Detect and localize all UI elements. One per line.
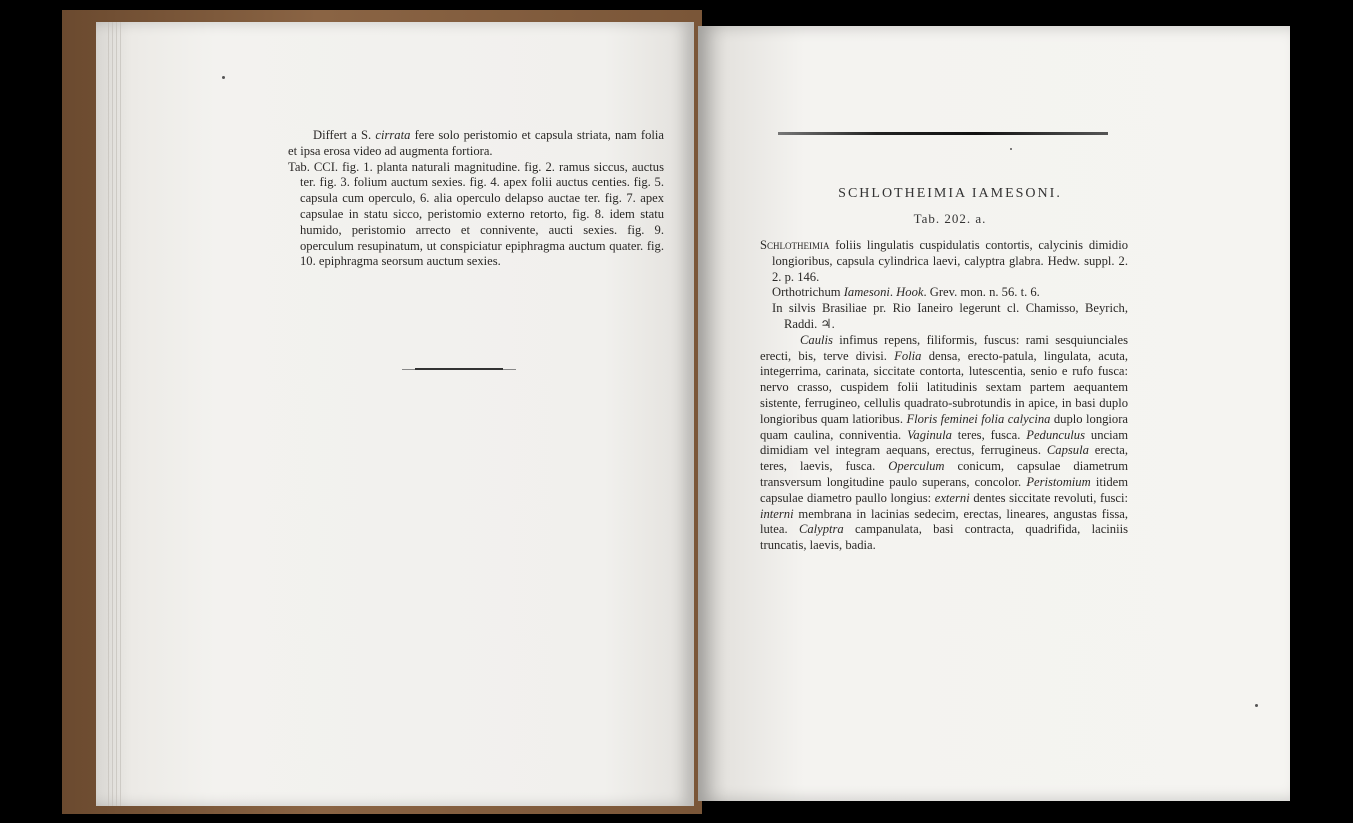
left-divider-rule bbox=[415, 368, 503, 370]
left-page-text bbox=[288, 128, 664, 270]
text-run: . bbox=[889, 285, 897, 300]
text-run: conicum, capsulae diametrum transversum longitudine paulo superans, concolor. bbox=[760, 459, 1128, 489]
term: Peristomium bbox=[1026, 474, 1091, 489]
text-run: duplo longiora quam caulina, conniventia. bbox=[760, 411, 1128, 442]
synonym-paragraph bbox=[760, 285, 1128, 301]
paper-speck bbox=[222, 76, 225, 79]
species-name: cirrata bbox=[375, 128, 411, 142]
text-run: Differt a S. bbox=[313, 128, 376, 142]
page-edge-stack bbox=[108, 22, 122, 806]
diagnosis-paragraph bbox=[760, 238, 1128, 285]
text-run: teres, fusca. bbox=[951, 427, 1027, 442]
term: Calyptra bbox=[798, 522, 844, 537]
text-run: campanulata, basi contracta, quadrifida, laciniis truncatis, laevis, badia. bbox=[760, 522, 1128, 553]
text-run: membrana in lacinias sedecim, erectas, lineares, angustas fissa, lutea. bbox=[760, 506, 1128, 537]
plate-number: Tab. 202. a. bbox=[913, 211, 987, 226]
habitat-paragraph: In silvis Brasiliae pr. Rio Ianeiro legerunt cl. Chamisso, Beyrich, Raddi. ♃. bbox=[772, 301, 1128, 331]
text-run: erecta, teres, laevis, fusca. bbox=[760, 443, 1128, 474]
right-header-rule bbox=[778, 132, 1108, 135]
right-page-text bbox=[760, 238, 1128, 554]
text-run: dentes siccitate revoluti, fusci: bbox=[969, 490, 1128, 505]
term: interni bbox=[760, 506, 794, 521]
paper-speck bbox=[1255, 704, 1258, 707]
term: Capsula bbox=[1046, 443, 1089, 458]
term: Vaginula bbox=[907, 427, 952, 442]
left-paragraph-differt bbox=[288, 128, 664, 160]
text-run: Orthotrichum bbox=[772, 285, 844, 300]
description-paragraph bbox=[760, 333, 1128, 554]
term: Folia bbox=[894, 348, 922, 363]
text-run: itidem capsulae diametro paullo longius: bbox=[760, 474, 1129, 505]
synonym-epithet: Iamesoni bbox=[843, 285, 890, 300]
term: Caulis bbox=[800, 332, 833, 347]
text-run: densa, erecto-patula, lingulata, acuta, integerrima, carinata, siccitate contorta, lutescentia, senio e rufo fusca: nervo crasso, cuspidem folii latitudinis sextam partem aequantem sistente, ferrugineo, cellulis quadrato-subrotundis in apice, in basi duplo longioribus quam latioribus. bbox=[760, 348, 1128, 426]
species-title: SCHLOTHEIMIA IAMESONI. bbox=[838, 186, 1062, 201]
term: externi bbox=[934, 490, 970, 505]
term: Operculum bbox=[888, 459, 945, 474]
text-run: foliis lingulatis cuspidulatis contortis, calycinis dimidio longioribus, capsula cylindrica laevi, calyptra glabra. Hedw. suppl. 2. 2. p. 146. bbox=[772, 238, 1128, 284]
text-run: fere solo peristomio et capsula striata, nam folia et ipsa erosa video ad augmenta fortiora. bbox=[288, 128, 664, 158]
text-run: . Grev. mon. n. 56. t. 6. bbox=[923, 285, 1040, 300]
paper-speck bbox=[1010, 148, 1012, 150]
term: Pedunculus bbox=[1026, 427, 1086, 442]
synonym-author: Hook bbox=[896, 285, 924, 300]
text-run: unciam dimidiam vel integram aequans, erectus, ferrugineus. bbox=[760, 427, 1128, 458]
text-run: infimus repens, filiformis, fuscus: rami sesquiunciales erecti, bis, terve divisi. bbox=[760, 332, 1128, 363]
genus-name: Schlotheimia bbox=[760, 238, 830, 252]
left-paragraph-tab-caption: Tab. CCI. fig. 1. planta naturali magnitudine. fig. 2. ramus siccus, auctus ter. fig. 3. folium auctum sexies. fig. 4. apex folii auctus centies. fig. 5. capsula cum operculo, 6. alia operculo delapso auctae ter. fig. 7. apex capsulae in statu sicco, peristomio externo retorto, fig. 8. idem statu humido, peristomio arrecto et connivente, aucti sexies. fig. 9. operculum resupinatum, ut conspiciatur epiphragma auctum quater. fig. 10. epiphragma seorsum auctum sexies. bbox=[288, 159, 664, 269]
term: Floris feminei folia calycina bbox=[906, 411, 1051, 426]
